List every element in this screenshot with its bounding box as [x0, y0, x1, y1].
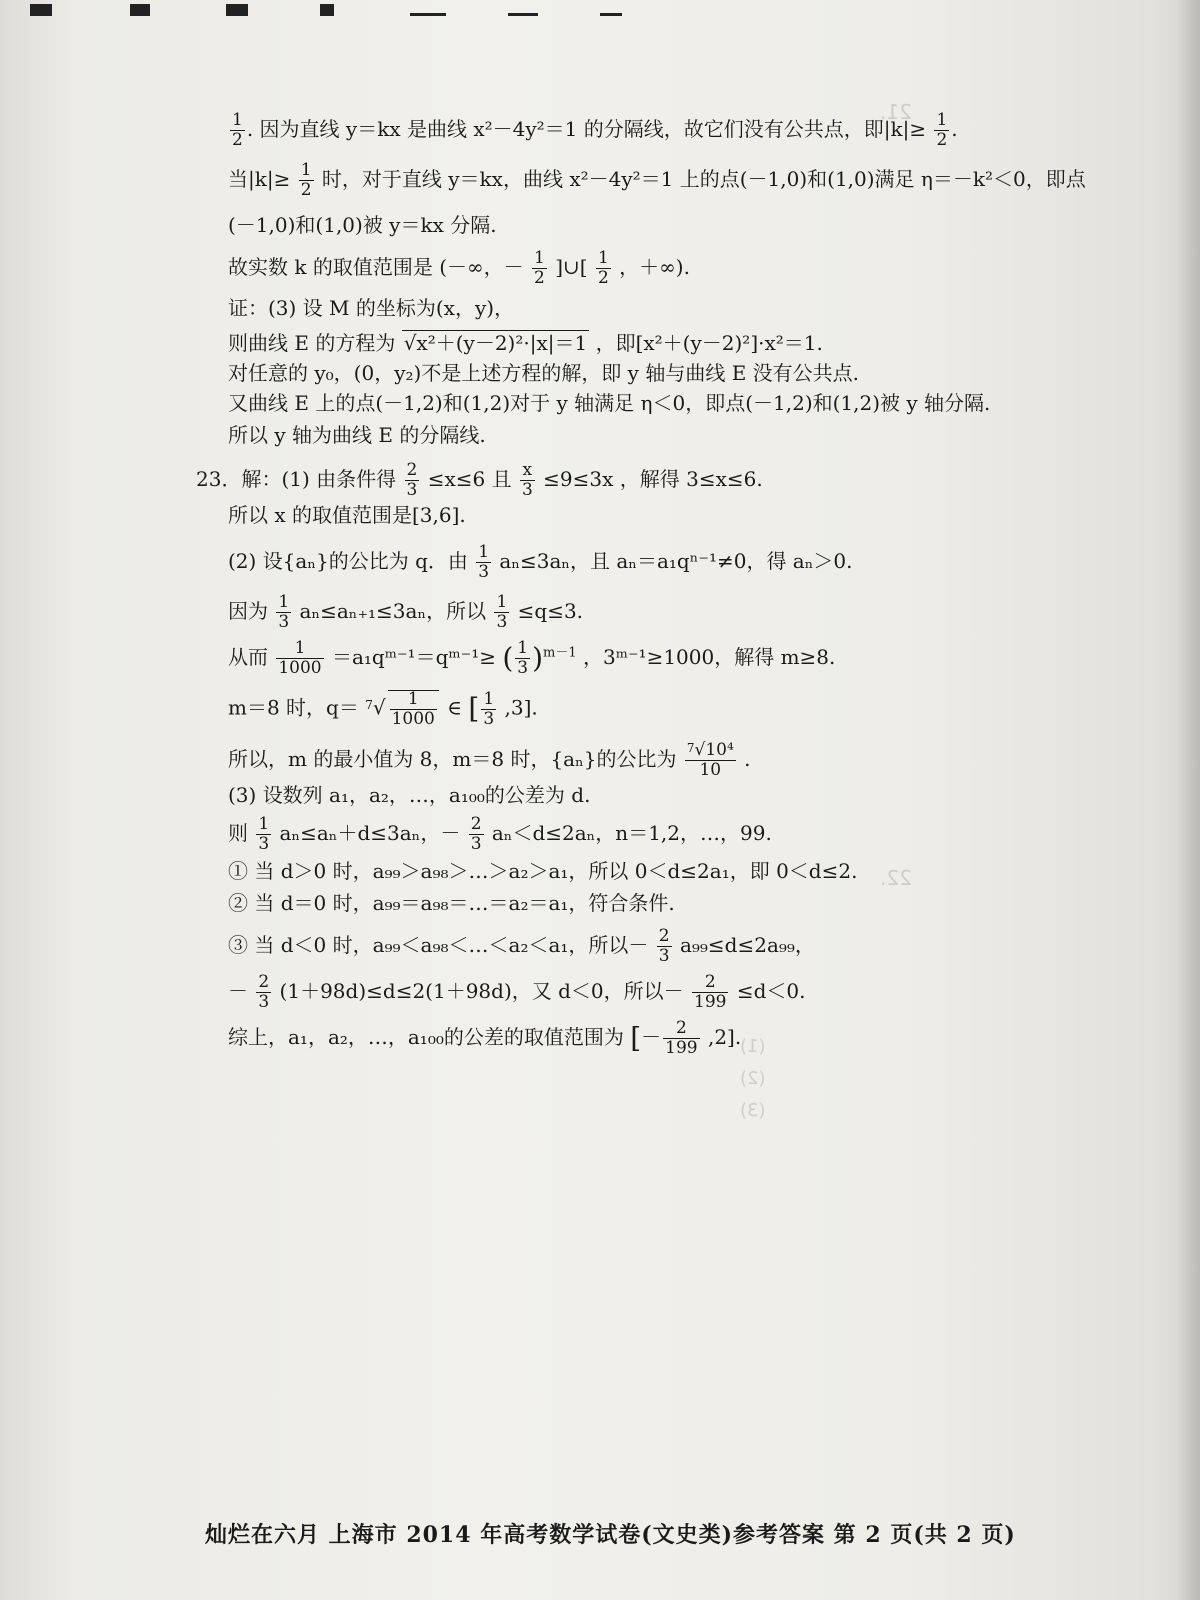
page-spine-shadow — [1176, 0, 1200, 1600]
fraction: $\frac{^7√10^4}{10}$ — [686, 740, 734, 780]
case-line: ① 当 d＞0 时，a₉₉＞a₉₈＞…＞a₂＞a₁，所以 0＜d≤2a₁，即 0＜d≤2. — [228, 859, 858, 883]
bleed-through-mark: (2) — [740, 1068, 766, 1089]
solution-line: 当|k|≥ $\frac{1}{2}$ 时，对于直线 y＝kx，曲线 x²－4y²＝1 上的点(－1,0)和(1,0)满足 η＝－k²＜0，即点 — [228, 160, 1086, 200]
page-footer: 灿烂在六月 上海市 2014 年高考数学试卷(文史类)参考答案 第 2 页(共 2 页) — [205, 1522, 1016, 1548]
solution-line: (－1,0)和(1,0)被 y＝kx 分隔. — [228, 213, 497, 237]
case-line: ③ 当 d＜0 时，a₉₉＜a₉₈＜…＜a₂＜a₁，所以－ $\frac{2}{3}$ a₉₉≤d≤2a₉₉， — [228, 926, 815, 966]
fraction: $\frac{1}{2}$ — [597, 248, 609, 288]
fraction: $\frac{1}{3}$ — [483, 688, 495, 729]
solution-line: 因为 $\frac{1}{3}$ aₙ≤aₙ₊₁≤3aₙ，所以 $\frac{1}{3}$ ≤q≤3. — [228, 592, 584, 632]
solution-line: 又曲线 E 上的点(－1,2)和(1,2)对于 y 轴满足 η＜0，即点(－1,2)和(1,2)被 y 轴分隔. — [228, 391, 991, 415]
fraction: $\frac{1}{2}$ — [936, 110, 948, 150]
fraction: $\frac{1}{2}$ — [232, 110, 243, 150]
solution-line: 所以 y 轴为曲线 E 的分隔线. — [228, 423, 486, 447]
solution-line: m＝8 时，q＝ $^7$√ $\frac{1}{1000}$ ∈ [ $\frac{1}{3}$ ,3]. — [228, 688, 538, 729]
solution-line: (2) 设{aₙ}的公比为 q．由 $\frac{1}{3}$ aₙ≤3aₙ，且 aₙ＝a₁qⁿ⁻¹≠0，得 aₙ＞0. — [228, 542, 853, 582]
fraction: $\frac{2}{3}$ — [258, 972, 270, 1012]
solution-line: 对任意的 y₀，(0，y₂)不是上述方程的解，即 y 轴与曲线 E 没有公共点. — [228, 361, 860, 385]
fraction: $\frac{1}{3}$ — [478, 542, 490, 582]
solution-line: 则 $\frac{1}{3}$ aₙ≤aₙ＋d≤3aₙ，－ $\frac{2}{3}$ aₙ＜d≤2aₙ，n＝1,2，…，99. — [228, 814, 772, 854]
fraction: $\frac{1}{2}$ — [534, 248, 545, 288]
fraction: $\frac{1}{1000}$ — [388, 690, 439, 728]
fraction: $\frac{2}{199}$ — [665, 1018, 698, 1058]
fraction: $\frac{1}{3}$ — [496, 592, 508, 632]
fraction: $\frac{2}{3}$ — [470, 814, 482, 854]
bleed-through-mark: 21. — [880, 100, 912, 124]
fraction: $\frac{1}{1000}$ — [278, 638, 322, 678]
summary-line: 综上，a₁，a₂，…，a₁₀₀的公差的取值范围为 [－ $\frac{2}{199}$ ,2]. — [228, 1018, 742, 1058]
solution-line: 所以 x 的取值范围是[3,6]. — [228, 503, 466, 527]
fraction: $\frac{1}{2}$ — [300, 160, 312, 200]
solution-line: 则曲线 E 的方程为 √x²＋(y－2)²·|x|＝1 ，即[x²＋(y－2)²]·x²＝1. — [228, 331, 823, 355]
solution-line: $\frac{1}{2}$ . 因为直线 y＝kx 是曲线 x²－4y²＝1 的分隔线，故它们没有公共点，即|k|≥ $\frac{1}{2}$ . — [232, 110, 958, 150]
solution-line: 从而 $\frac{1}{1000}$ ＝a₁qᵐ⁻¹＝qᵐ⁻¹≥ ( $\frac{1}{3}$ )$^{m-1}$ ，3ᵐ⁻¹≥1000，解得 m≥8. — [228, 638, 836, 678]
question-23-start: 23．解：(1) 由条件得 $\frac{2}{3}$ ≤x≤6 且 $\frac{x}{3}$ ≤9≤3x ，解得 3≤x≤6. — [196, 460, 763, 500]
fraction: $\frac{2}{199}$ — [694, 972, 727, 1012]
fraction: $\frac{1}{3}$ — [258, 814, 270, 854]
solution-line: 证：(3) 设 M 的坐标为(x，y)， — [228, 296, 515, 320]
solution-line: (3) 设数列 a₁，a₂，…，a₁₀₀的公差为 d. — [228, 783, 591, 807]
fraction: $\frac{1}{3}$ — [517, 638, 529, 678]
fraction: $\frac{2}{3}$ — [658, 926, 670, 966]
fraction: $\frac{x}{3}$ — [521, 460, 533, 500]
bleed-through-mark: 22. — [880, 866, 912, 890]
solution-line: 故实数 k 的取值范围是 (－∞，－ $\frac{1}{2}$ ]∪[ $\frac{1}{2}$ ，＋∞). — [228, 248, 690, 288]
bleed-through-mark: (3) — [740, 1100, 766, 1121]
top-edge-marks — [30, 4, 730, 20]
solution-line: 所以，m 的最小值为 8，m＝8 时，{aₙ}的公比为 $\frac{^7√10^4}{10}$ . — [228, 740, 751, 780]
bleed-through-mark: (1) — [740, 1036, 766, 1057]
case-line: ② 当 d＝0 时，a₉₉＝a₉₈＝…＝a₂＝a₁，符合条件. — [228, 891, 675, 915]
fraction: $\frac{2}{3}$ — [406, 460, 418, 500]
fraction: $\frac{1}{3}$ — [278, 592, 290, 632]
case-line: － $\frac{2}{3}$ (1＋98d)≤d≤2(1＋98d)，又 d＜0，所以－ $\frac{2}{199}$ ≤d＜0. — [228, 972, 806, 1012]
